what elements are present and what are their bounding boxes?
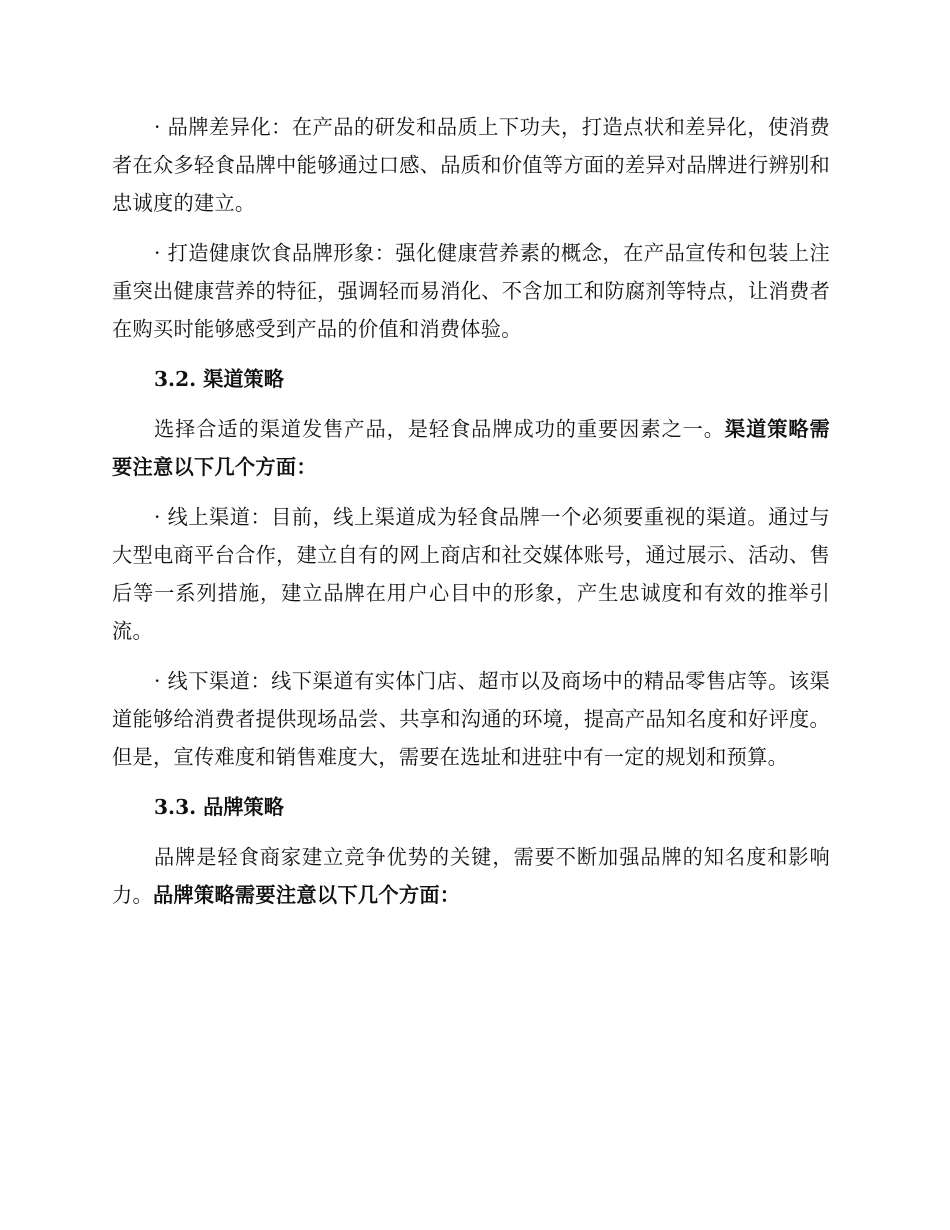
channel-intro-text: 选择合适的渠道发售产品，是轻食品牌成功的重要因素之一。	[154, 417, 725, 441]
bullet-online-channel: · 线上渠道：目前，线上渠道成为轻食品牌一个必须要重视的渠道。通过与大型电商平台合作，建立自有的网上商店和社交媒体账号，通过展示、活动、售后等一系列措施，建立品牌在用户心目中的形象，产生忠诚度和有效的推举引流。	[112, 505, 830, 643]
brand-intro-text: 品牌是轻食商家建立竞争优势的关键，需要不断加强品牌的知名度和影响力。	[112, 845, 830, 907]
bullet-brand-differentiation: · 品牌差异化：在产品的研发和品质上下功夫，打造点状和差异化，使消费者在众多轻食品牌中能够通过口感、品质和价值等方面的差异对品牌进行辨别和忠诚度的建立。	[112, 115, 830, 215]
paragraph-brand-intro	[112, 838, 830, 914]
paragraph-channel-intro	[112, 410, 830, 486]
section-heading-brand-strategy: 3.3. 品牌策略	[154, 795, 284, 819]
bullet-healthy-brand-image: · 打造健康饮食品牌形象：强化健康营养素的概念，在产品宣传和包装上注重突出健康营养的特征，强调轻而易消化、不含加工和防腐剂等特点，让消费者在购买时能够感受到产品的价值和消费体验。	[112, 241, 830, 341]
bullet-offline-channel: · 线下渠道：线下渠道有实体门店、超市以及商场中的精品零售店等。该渠道能够给消费者提供现场品尝、共享和沟通的环境，提高产品知名度和好评度。但是，宣传难度和销售难度大，需要在选址和进驻中有一定的规划和预算。	[112, 669, 830, 769]
brand-intro-bold: 品牌策略需要注意以下几个方面：	[152, 883, 461, 907]
section-heading-channel-strategy: 3.2. 渠道策略	[154, 367, 284, 391]
document-body	[112, 108, 830, 926]
channel-intro-bold: 渠道策略需要注意以下几个方面：	[112, 417, 830, 479]
